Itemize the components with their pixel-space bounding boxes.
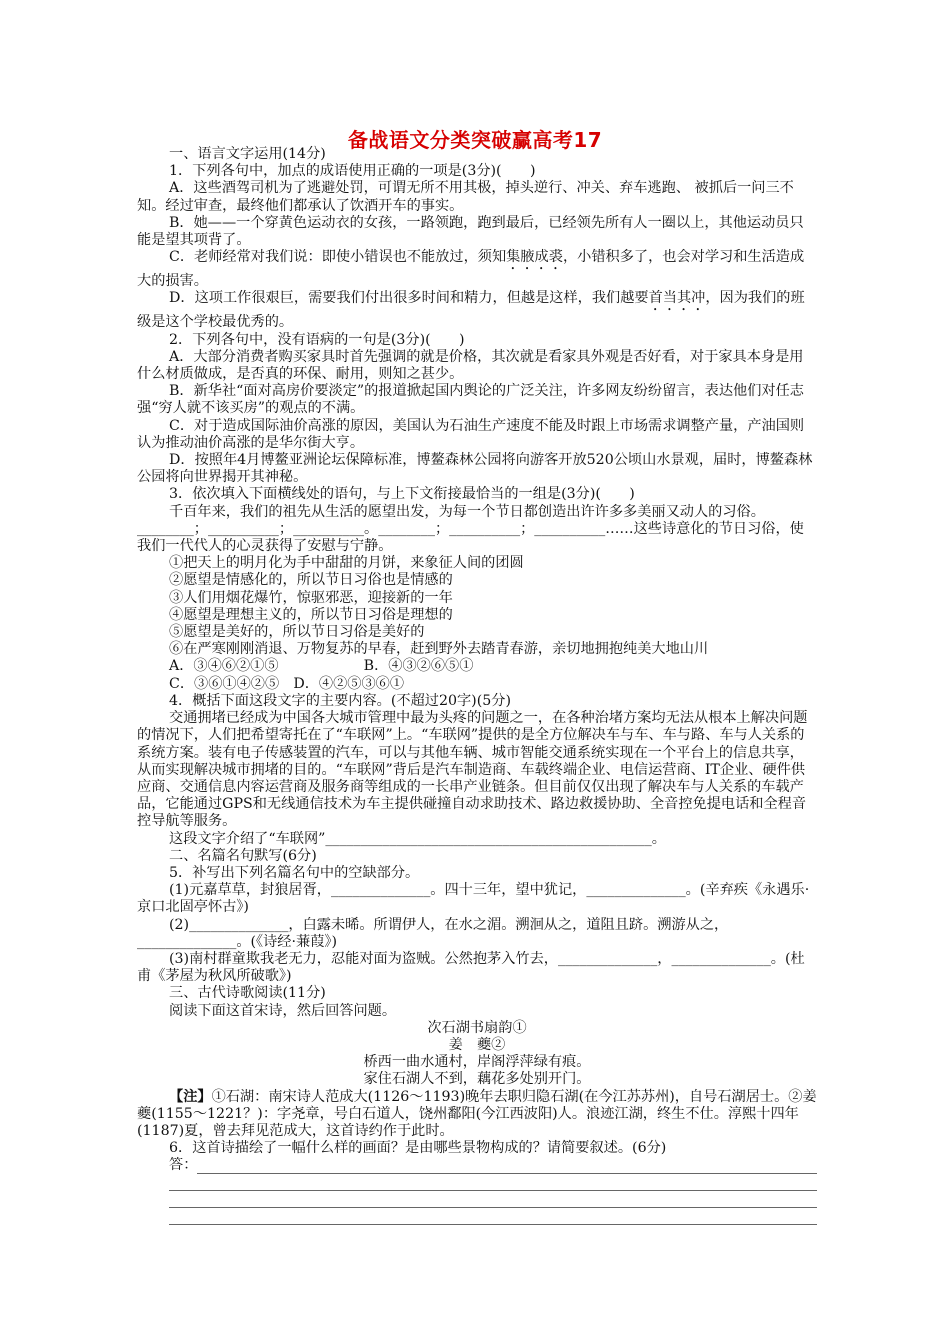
option-text: B．她——一个穿黄色运动衣的女孩，一路领跑，跑到最后，已经领先所有人一圈以上，其他运动员只能是望其项背了。 xyxy=(137,214,804,249)
poem-line: 桥西一曲水通村，岸阁浮萍绿有痕。 xyxy=(363,1054,591,1071)
option-text: C．对于造成国际油价高涨的原因，美国认为石油生产速度不能及时跟上市场需求调整产量，产油国则认为推动油价高涨的是华尔街大亨。 xyxy=(137,417,805,451)
sentence-option: ④愿望是理想主义的，所以节日习俗是理想的 xyxy=(169,606,453,623)
annotation xyxy=(137,1089,817,1141)
answer-choices: C．③⑥①④②⑤ D．④②⑤③⑥① xyxy=(169,675,405,692)
sentence-option: ①把天上的明月化为手中甜甜的月饼，来象征人间的团圆 xyxy=(169,555,524,572)
fill-blank-item[interactable]: (1)元嘉草草，封狼居胥，______________。四十三年，望中犹记，______________。(辛弃疾《永遇乐·京口北固亭怀古》) xyxy=(137,882,810,916)
answer-line[interactable] xyxy=(169,1208,817,1225)
option-text xyxy=(137,249,817,290)
fill-blank-item[interactable]: (3)南村群童欺我老无力，忍能对面为盗贼。公然抱茅入竹去，______________，______________。(杜甫《茅屋为秋风所破歌》) xyxy=(137,950,805,985)
section-heading: 一、语言文字运用(14分) xyxy=(169,146,326,162)
sentence-option: ③人们用烟花爆竹，惊驱邪恶，迎接新的一年 xyxy=(169,589,453,606)
passage-text: 交通拥堵已经成为中国各大城市管理中最为头疼的问题之一，在各种治堵方案均无法从根本上解决问题的情况下，人们把希望寄托在了“车联网”上。“车联网”提供的是全方位解决车与车、车与路、车与人关系的系统方案。装有电子传感装置的汽车，可以与其他车辆、城市智能交通系统实现在一个平台上的信息共享，从而实现解决城市拥堵的目的。“车联网”背后是汽车制造商、车载终端企业、电信运营商、IT企业、硬件供应商、交通信息内容运营商及服务商等组成的一长串产业链条。但目前仅仅出现了解决车与人关系的车载产品，它能通过GPS和无线通信技术为车主提供碰撞自动求助技术、路边救援协助、全音控免提电话和全程音控导航等服务。 xyxy=(137,710,808,830)
note-text: ①石湖：南宋诗人范成大(1126～1193)晚年去职归隐石湖(在今江苏苏州)，自号石湖居士。②姜夔(1155～1221？)：字尧章，号白石道人，饶州鄱阳(今江西波阳)人。浪迹江湖，终生不仕。淳熙十四年(1187)夏，曾去拜见范成大，这首诗约作于此时。 xyxy=(137,1088,817,1139)
question-stem: 1．下列各句中，加点的成语使用正确的一项是(3分)( ) xyxy=(169,163,536,180)
answer-line[interactable] xyxy=(169,1191,817,1208)
option-text-part: ，因为我们的班级是这个学校最优秀的。 xyxy=(137,290,805,331)
passage-text: 千百年来，我们的祖先从生活的愿望出发，为每一个节日都创造出许许多多美丽又动人的习俗。________；__________；__________。________；__________；__________……这些诗意化的节日习俗，使我们一代代人的心灵获得了安慰与宁静。 xyxy=(137,503,804,555)
answer-area[interactable] xyxy=(137,1157,817,1225)
poem-line: 家住石湖人不到，藕花多处别开门。 xyxy=(363,1071,591,1088)
page-title: 备战语文分类突破赢高考17 xyxy=(347,128,603,152)
section-heading: 三、古代诗歌阅读(11分) xyxy=(169,985,326,1002)
sentence-option: ②愿望是情感化的，所以节日习俗也是情感的 xyxy=(169,572,453,589)
option-text-part: D．这项工作很艰巨，需要我们付出很多时间和精力，但越是这样，我们越要 xyxy=(169,290,649,307)
option-text: A．大部分消费者购买家具时首先强调的就是价格，其次就是看家具外观是否好看，对于家具本身是用什么材质做成，是否真的环保、耐用，则知之甚少。 xyxy=(137,348,804,383)
poem-title: 次石湖书扇韵① xyxy=(427,1019,527,1036)
answer-blank[interactable]: 这段文字介绍了“车联网”______________________________________________。 xyxy=(169,830,666,847)
answer-choices: A．③④⑥②①⑤ B．④③②⑥⑤① xyxy=(169,658,474,675)
question-stem: 5．补写出下列名篇名句中的空缺部分。 xyxy=(169,864,420,881)
option-text-part: C．老师经常对我们说：即使小错误也不能放过，须知 xyxy=(169,249,507,266)
document-body xyxy=(137,146,817,1225)
question-stem: 4．概括下面这段文字的主要内容。(不超过20字)(5分) xyxy=(169,692,511,709)
option-text xyxy=(137,290,817,331)
option-text: D．按照年4月博鳌亚洲论坛保障标准，博鳌森林公园将向游客开放520公顷山水景观，届时，博鳌森林公园将向世界揭开其神秘。 xyxy=(137,452,813,486)
option-text-part: ，小错积多了，也会对学习和生活造成大的损害。 xyxy=(137,249,805,290)
poem-author: 姜 夔② xyxy=(448,1036,506,1053)
emphasized-idiom: 首当其冲 xyxy=(648,290,706,307)
fill-blank-item[interactable]: (2)______________，白露未晞。所谓伊人，在水之湄。溯洄从之，道阻且跻。溯游从之，______________。(《诗经·蒹葭》) xyxy=(137,916,729,950)
instruction-text: 阅读下面这首宋诗，然后回答问题。 xyxy=(169,1002,397,1019)
option-text: A．这些酒驾司机为了逃避处罚，可谓无所不用其极，掉头逆行、冲关、弃车逃跑、 被抓后一问三不知。经过审查，最终他们都承认了饮酒开车的事实。 xyxy=(137,180,794,214)
section-heading: 二、名篇名句默写(6分) xyxy=(169,847,317,864)
sentence-option: ⑥在严寒刚刚消退、万物复苏的早春，赶到野外去踏青春游，亲切地拥抱纯美大地山川 xyxy=(169,641,709,658)
answer-label: 答： xyxy=(169,1157,198,1174)
question-stem: 6．这首诗描绘了一幅什么样的画面？是由哪些景物构成的？请简要叙述。(6分) xyxy=(169,1140,667,1157)
answer-line[interactable] xyxy=(197,1157,817,1174)
question-stem: 3．依次填入下面横线处的语句，与上下文衔接最恰当的一组是(3分)( ) xyxy=(169,486,635,503)
sentence-option: ⑤愿望是美好的，所以节日习俗是美好的 xyxy=(169,624,425,641)
option-text: B．新华社“面对高房价要淡定”的报道掀起国内舆论的广泛关注，许多网友纷纷留言，表达他们对任志强“穷人就不该买房”的观点的不满。 xyxy=(137,383,804,417)
question-stem: 2．下列各句中，没有语病的一句是(3分)( ) xyxy=(169,331,465,348)
note-label: 【注】 xyxy=(169,1088,212,1105)
emphasized-idiom: 集腋成裘 xyxy=(506,249,563,266)
answer-line[interactable] xyxy=(169,1174,817,1191)
